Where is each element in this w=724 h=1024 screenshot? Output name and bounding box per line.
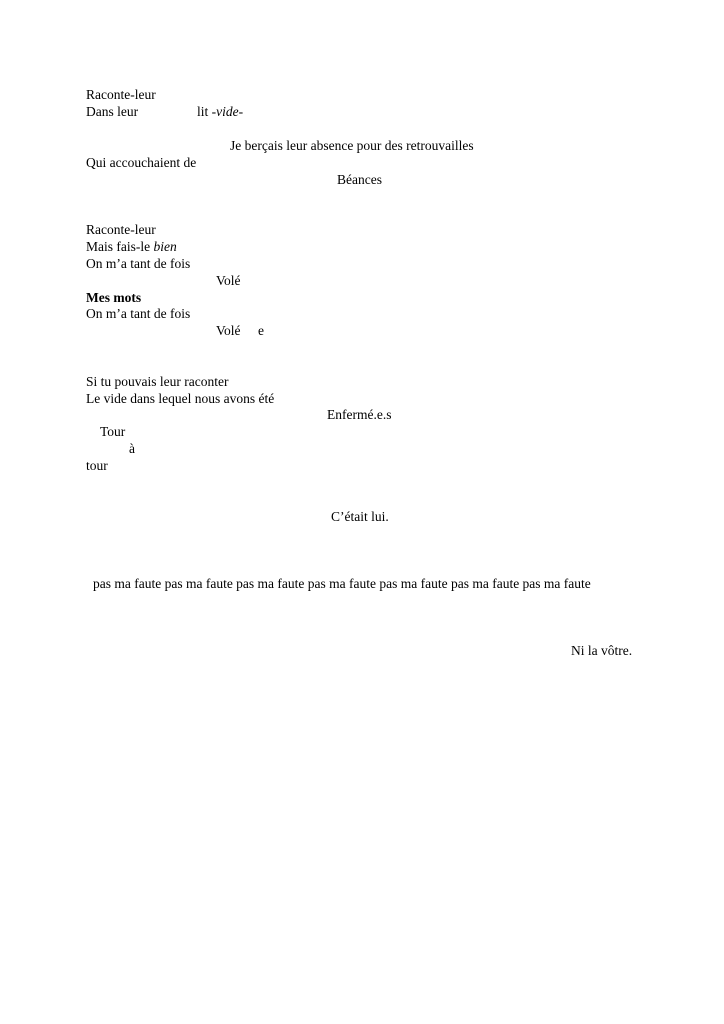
bien-text: bien: [153, 239, 177, 254]
stanza1-line-lit: [197, 103, 243, 120]
line-ni-la-votre: Ni la vôtre.: [571, 643, 633, 658]
line-cetait-lui: C’était lui.: [331, 509, 389, 524]
stanza2-line-mes-mots: Mes mots: [86, 290, 142, 305]
stanza3-line-tour-1: Tour: [100, 424, 126, 439]
stanza1-line-raconte: Raconte-leur: [86, 87, 156, 102]
stanza2-line-mais-fais: [86, 238, 177, 255]
stanza3-line-tour-2: tour: [86, 458, 108, 473]
stanza2-line-vole-2: Volé: [216, 323, 241, 338]
stanza2-line-vole-1: Volé: [216, 273, 241, 288]
stanza2-line-tant-de-fois-2: On m’a tant de fois: [86, 306, 191, 321]
stanza3-line-a: à: [129, 441, 135, 456]
lit-text: lit: [197, 104, 212, 119]
mais-fais-text: Mais fais-le: [86, 239, 154, 254]
stanza3-line-le-vide: Le vide dans lequel nous avons été: [86, 391, 275, 406]
stanza2-line-vole-2-e: e: [258, 323, 264, 338]
stanza3-line-enfermes: Enfermé.e.s: [327, 407, 392, 422]
stanza3-line-si-tu: Si tu pouvais leur raconter: [86, 374, 229, 389]
stanza1-line-dans-leur: Dans leur: [86, 104, 139, 119]
stanza1-line-qui-accouchaient: Qui accouchaient de: [86, 155, 197, 170]
stanza2-line-raconte: Raconte-leur: [86, 222, 156, 237]
stanza1-line-je-bercais: Je berçais leur absence pour des retrouvailles: [230, 138, 474, 153]
stanza1-line-beances: Béances: [337, 172, 382, 187]
line-pas-ma-faute: pas ma faute pas ma faute pas ma faute pas ma faute pas ma faute pas ma faute pas ma faute: [93, 576, 591, 591]
vide-text: -vide-: [211, 104, 244, 119]
stanza2-line-tant-de-fois-1: On m’a tant de fois: [86, 256, 191, 271]
